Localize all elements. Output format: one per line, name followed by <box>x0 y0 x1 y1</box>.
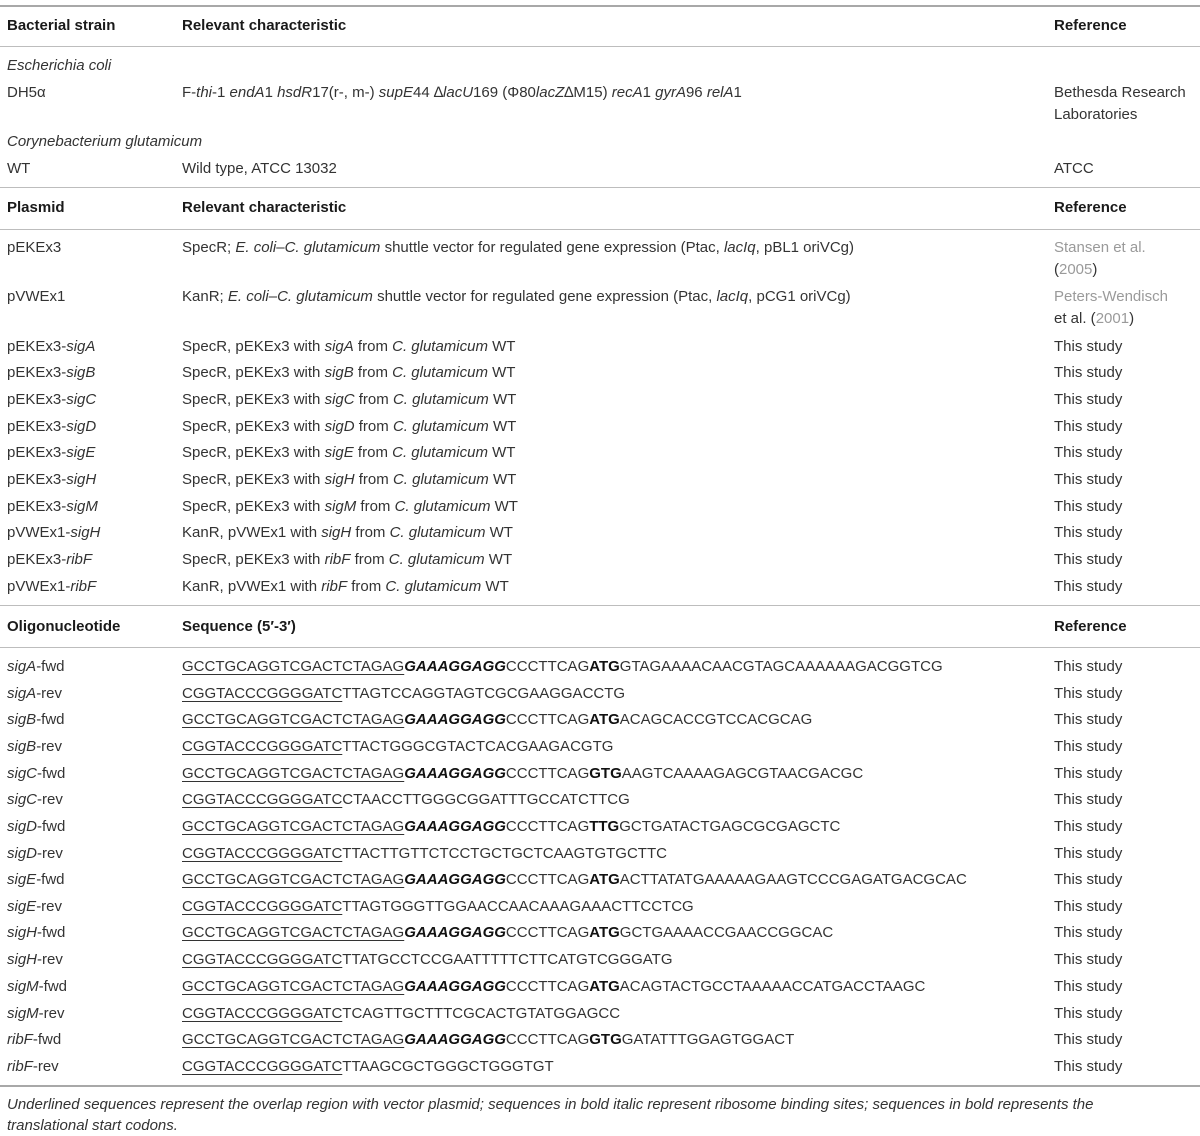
oligo-name: sigC-rev <box>7 791 63 808</box>
ribosome-binding-site: GAAAGGAGG <box>404 871 506 888</box>
oligo-header-rule <box>0 647 1200 648</box>
plasmid-reference: This study <box>1054 551 1123 568</box>
oligo-row <box>0 1056 1200 1082</box>
strain-genotype: Wild type, ATCC 13032 <box>182 160 337 177</box>
organism-name: Escherichia coli <box>7 57 112 74</box>
oligo-sequence: CGGTACCCGGGGATCTCAGTTGCTTTCGCACTGTATGGAGCC <box>182 1005 621 1022</box>
oligo-reference: This study <box>1054 818 1123 835</box>
plasmid-row <box>0 416 1200 442</box>
plasmid-row <box>0 469 1200 495</box>
plasmid-characteristic: SpecR, pEKEx3 with sigM from C. glutamicum WT <box>182 498 518 515</box>
col-header-characteristic: Relevant characteristic <box>182 17 347 34</box>
reference-link[interactable]: Peters-Wendisch <box>1054 288 1168 305</box>
ribosome-binding-site: GAAAGGAGG <box>404 658 506 675</box>
plasmid-characteristic: KanR, pVWEx1 with sigH from C. glutamicum WT <box>182 524 513 541</box>
plasmid-characteristic: SpecR, pEKEx3 with sigE from C. glutamicum WT <box>182 444 516 461</box>
plasmid-reference: This study <box>1054 471 1123 488</box>
reference-link[interactable]: Stansen et al. <box>1054 239 1146 256</box>
plasmid-characteristic: KanR; E. coli–C. glutamicum shuttle vector for regulated gene expression (Ptac, lacIq, pCG1 oriVCg) <box>182 288 851 305</box>
start-codon: ATG <box>589 978 620 995</box>
plasmid-reference: Peters-Wendisch et al. (2001) <box>1054 288 1168 327</box>
oligo-name: sigH-fwd <box>7 924 66 941</box>
plasmid-reference: This study <box>1054 578 1123 595</box>
table-footnote: Underlined sequences represent the overlap region with vector plasmid; sequences in bold italic represent ribosome binding sites; sequences in bold represents the translational start codons. <box>7 1096 1094 1134</box>
col-header-strain: Bacterial strain <box>7 17 116 34</box>
oligo-row <box>0 1029 1200 1055</box>
strain-header-rule <box>0 46 1200 47</box>
oligo-reference: This study <box>1054 791 1123 808</box>
plasmid-header-rule <box>0 229 1200 230</box>
col-header-reference: Reference <box>1054 17 1127 34</box>
oligo-sequence: GCCTGCAGGTCGACTCTAGAGGAAAGGAGGCCCTTCAGATGGCTGAAAACCGAACCGGCAC <box>182 924 834 941</box>
oligo-sequence: GCCTGCAGGTCGACTCTAGAGGAAAGGAGGCCCTTCAGATGACAGCACCGTCCACGCAG <box>182 711 813 728</box>
oligo-name: sigE-fwd <box>7 871 65 888</box>
oligo-row <box>0 816 1200 842</box>
organism-row-cglutamicum <box>0 131 1200 157</box>
plasmid-row-pekex3 <box>0 237 1200 278</box>
oligo-reference: This study <box>1054 1005 1123 1022</box>
overlap-region: GCCTGCAGGTCGACTCTAGAG <box>182 711 405 728</box>
col-header-characteristic: Relevant characteristic <box>182 199 347 216</box>
start-codon: ATG <box>589 658 620 675</box>
oligo-reference: This study <box>1054 765 1123 782</box>
plasmid-row-pvwex1 <box>0 286 1200 327</box>
table-top-rule <box>0 5 1200 7</box>
col-header-oligonucleotide: Oligonucleotide <box>7 618 121 635</box>
oligo-row <box>0 763 1200 789</box>
overlap-region: CGGTACCCGGGGATC <box>182 791 343 808</box>
oligo-name: sigA-fwd <box>7 658 65 675</box>
plasmid-reference: This study <box>1054 338 1123 355</box>
plasmid-header-row <box>0 197 1200 223</box>
oligo-reference: This study <box>1054 711 1123 728</box>
overlap-region: GCCTGCAGGTCGACTCTAGAG <box>182 765 405 782</box>
plasmid-reference: This study <box>1054 444 1123 461</box>
plasmid-row <box>0 362 1200 388</box>
col-header-reference: Reference <box>1054 199 1127 216</box>
plasmid-section-end-rule <box>0 605 1200 606</box>
oligo-reference: This study <box>1054 871 1123 888</box>
oligo-reference: This study <box>1054 951 1123 968</box>
plasmid-name: pVWEx1 <box>7 288 66 305</box>
plasmid-name: pEKEx3-sigB <box>7 364 96 381</box>
plasmid-name: pEKEx3-sigD <box>7 418 97 435</box>
oligo-row <box>0 1003 1200 1029</box>
oligo-reference: This study <box>1054 1031 1123 1048</box>
plasmid-row <box>0 336 1200 362</box>
oligo-sequence: GCCTGCAGGTCGACTCTAGAGGAAAGGAGGCCCTTCAGGTGGATATTTGGAGTGGACT <box>182 1031 795 1048</box>
oligo-name: sigC-fwd <box>7 765 66 782</box>
oligo-row <box>0 896 1200 922</box>
oligo-name: sigD-rev <box>7 845 63 862</box>
oligo-name: sigE-rev <box>7 898 63 915</box>
plasmid-name: pVWEx1-sigH <box>7 524 101 541</box>
oligo-name: sigM-rev <box>7 1005 65 1022</box>
oligo-reference: This study <box>1054 685 1123 702</box>
oligo-row <box>0 949 1200 975</box>
plasmid-reference: This study <box>1054 364 1123 381</box>
plasmid-row <box>0 442 1200 468</box>
oligo-sequence: CGGTACCCGGGGATCTTACTTGTTCTCCTGCTGCTCAAGTGTGCTTC <box>182 845 667 862</box>
oligo-sequence: CGGTACCCGGGGATCTTAGTCCAGGTAGTCGCGAAGGACCTG <box>182 685 626 702</box>
plasmid-reference: This study <box>1054 418 1123 435</box>
overlap-region: GCCTGCAGGTCGACTCTAGAG <box>182 818 405 835</box>
strain-header-row <box>0 15 1200 41</box>
oligo-reference: This study <box>1054 978 1123 995</box>
oligo-sequence: GCCTGCAGGTCGACTCTAGAGGAAAGGAGGCCCTTCAGATGACTTATATGAAAAAGAAGTCCCGAGATGACGCAC <box>182 871 967 888</box>
overlap-region: CGGTACCCGGGGATC <box>182 951 343 968</box>
col-header-sequence: Sequence (5′-3′) <box>182 618 296 635</box>
plasmid-reference: This study <box>1054 498 1123 515</box>
oligo-name: sigA-rev <box>7 685 63 702</box>
oligo-row <box>0 736 1200 762</box>
strain-name: WT <box>7 160 31 177</box>
oligo-sequence: CGGTACCCGGGGATCTTAGTGGGTTGGAACCAACAAAGAAACTTCCTCG <box>182 898 694 915</box>
ribosome-binding-site: GAAAGGAGG <box>404 818 506 835</box>
overlap-region: CGGTACCCGGGGATC <box>182 1005 343 1022</box>
plasmid-name: pEKEx3-sigH <box>7 471 97 488</box>
plasmid-characteristic: KanR, pVWEx1 with ribF from C. glutamicum WT <box>182 578 509 595</box>
col-header-plasmid: Plasmid <box>7 199 65 216</box>
plasmid-name: pEKEx3 <box>7 239 62 256</box>
strain-row-wt <box>0 158 1200 184</box>
oligo-reference: This study <box>1054 1058 1123 1075</box>
strain-name: DH5α <box>7 84 46 101</box>
strain-section-end-rule <box>0 187 1200 188</box>
oligo-sequence: GCCTGCAGGTCGACTCTAGAGGAAAGGAGGCCCTTCAGGTGAAGTCAAAAGAGCGTAACGACGC <box>182 765 864 782</box>
ribosome-binding-site: GAAAGGAGG <box>404 711 506 728</box>
oligo-sequence: CGGTACCCGGGGATCTTATGCCTCCGAATTTTTCTTCATGTCGGGATG <box>182 951 673 968</box>
oligo-sequence: GCCTGCAGGTCGACTCTAGAGGAAAGGAGGCCCTTCAGATGGTAGAAAACAACGTAGCAAAAAAGACGGTCG <box>182 658 943 675</box>
oligo-name: sigB-rev <box>7 738 63 755</box>
plasmid-characteristic: SpecR, pEKEx3 with sigC from C. glutamicum WT <box>182 391 517 408</box>
overlap-region: CGGTACCCGGGGATC <box>182 738 343 755</box>
oligo-reference: This study <box>1054 898 1123 915</box>
oligo-name: ribF-rev <box>7 1058 59 1075</box>
organism-name: Corynebacterium glutamicum <box>7 133 203 150</box>
start-codon: GTG <box>589 765 622 782</box>
strain-row-dh5a <box>0 82 1200 123</box>
start-codon: ATG <box>589 871 620 888</box>
plasmid-name: pEKEx3-sigA <box>7 338 96 355</box>
plasmid-row <box>0 496 1200 522</box>
oligo-row <box>0 843 1200 869</box>
oligo-row <box>0 683 1200 709</box>
start-codon: GTG <box>589 1031 622 1048</box>
start-codon: ATG <box>589 924 620 941</box>
plasmid-row <box>0 549 1200 575</box>
oligo-row <box>0 656 1200 682</box>
oligo-row <box>0 976 1200 1002</box>
oligo-name: sigH-rev <box>7 951 63 968</box>
start-codon: TTG <box>589 818 620 835</box>
plasmid-characteristic: SpecR, pEKEx3 with sigD from C. glutamicum WT <box>182 418 517 435</box>
oligo-reference: This study <box>1054 845 1123 862</box>
oligo-sequence: CGGTACCCGGGGATCCTAACCTTGGGCGGATTTGCCATCTTCG <box>182 791 630 808</box>
oligo-sequence: GCCTGCAGGTCGACTCTAGAGGAAAGGAGGCCCTTCAGATGACAGTACTGCCTAAAAACCATGACCTAAGC <box>182 978 926 995</box>
start-codon: ATG <box>589 711 620 728</box>
plasmid-reference: This study <box>1054 391 1123 408</box>
overlap-region: GCCTGCAGGTCGACTCTAGAG <box>182 978 405 995</box>
oligo-header-row <box>0 616 1200 642</box>
plasmid-row <box>0 576 1200 602</box>
overlap-region: GCCTGCAGGTCGACTCTAGAG <box>182 924 405 941</box>
strain-reference: Bethesda Research Laboratories <box>1054 84 1186 123</box>
organism-row-ecoli <box>0 55 1200 81</box>
plasmid-row <box>0 522 1200 548</box>
plasmid-name: pEKEx3-sigM <box>7 498 98 515</box>
ribosome-binding-site: GAAAGGAGG <box>404 765 506 782</box>
overlap-region: CGGTACCCGGGGATC <box>182 1058 343 1075</box>
plasmid-characteristic: SpecR, pEKEx3 with sigB from C. glutamicum WT <box>182 364 516 381</box>
col-header-reference: Reference <box>1054 618 1127 635</box>
oligo-reference: This study <box>1054 738 1123 755</box>
overlap-region: GCCTGCAGGTCGACTCTAGAG <box>182 1031 405 1048</box>
reference-year-link[interactable]: 2001 <box>1095 310 1130 327</box>
oligo-reference: This study <box>1054 924 1123 941</box>
ribosome-binding-site: GAAAGGAGG <box>404 1031 506 1048</box>
plasmid-reference: Stansen et al. (2005) <box>1054 239 1146 278</box>
oligo-sequence: GCCTGCAGGTCGACTCTAGAGGAAAGGAGGCCCTTCAGTTGGCTGATACTGAGCGCGAGCTC <box>182 818 841 835</box>
oligo-reference: This study <box>1054 658 1123 675</box>
oligo-sequence: CGGTACCCGGGGATCTTAAGCGCTGGGCTGGGTGT <box>182 1058 554 1075</box>
oligo-row <box>0 869 1200 895</box>
oligo-name: sigD-fwd <box>7 818 66 835</box>
overlap-region: CGGTACCCGGGGATC <box>182 898 343 915</box>
overlap-region: CGGTACCCGGGGATC <box>182 685 343 702</box>
oligo-name: ribF-fwd <box>7 1031 62 1048</box>
overlap-region: GCCTGCAGGTCGACTCTAGAG <box>182 658 405 675</box>
plasmid-name: pVWEx1-ribF <box>7 578 97 595</box>
overlap-region: CGGTACCCGGGGATC <box>182 845 343 862</box>
plasmid-name: pEKEx3-sigE <box>7 444 96 461</box>
overlap-region: GCCTGCAGGTCGACTCTAGAG <box>182 871 405 888</box>
ribosome-binding-site: GAAAGGAGG <box>404 924 506 941</box>
table-bottom-rule <box>0 1085 1200 1087</box>
plasmid-characteristic: SpecR, pEKEx3 with sigH from C. glutamicum WT <box>182 471 517 488</box>
plasmid-characteristic: SpecR; E. coli–C. glutamicum shuttle vector for regulated gene expression (Ptac, lacIq, pBL1 oriVCg) <box>182 239 855 256</box>
plasmid-name: pEKEx3-ribF <box>7 551 93 568</box>
plasmid-characteristic: SpecR, pEKEx3 with ribF from C. glutamicum WT <box>182 551 513 568</box>
ribosome-binding-site: GAAAGGAGG <box>404 978 506 995</box>
oligo-sequence: CGGTACCCGGGGATCTTACTGGGCGTACTCACGAAGACGTG <box>182 738 614 755</box>
reference-year-link[interactable]: 2005 <box>1059 261 1093 278</box>
oligo-name: sigM-fwd <box>7 978 68 995</box>
oligo-row <box>0 709 1200 735</box>
oligo-row <box>0 789 1200 815</box>
plasmid-characteristic: SpecR, pEKEx3 with sigA from C. glutamicum WT <box>182 338 516 355</box>
oligo-row <box>0 922 1200 948</box>
oligo-name: sigB-fwd <box>7 711 65 728</box>
strain-reference: ATCC <box>1054 160 1094 177</box>
plasmid-name: pEKEx3-sigC <box>7 391 97 408</box>
plasmid-reference: This study <box>1054 524 1123 541</box>
strain-genotype: F-thi-1 endA1 hsdR17(r-, m-) supE44 ∆lacU169 (Φ80lacZ∆M15) recA1 gyrA96 relA1 <box>182 84 742 101</box>
plasmid-row <box>0 389 1200 415</box>
